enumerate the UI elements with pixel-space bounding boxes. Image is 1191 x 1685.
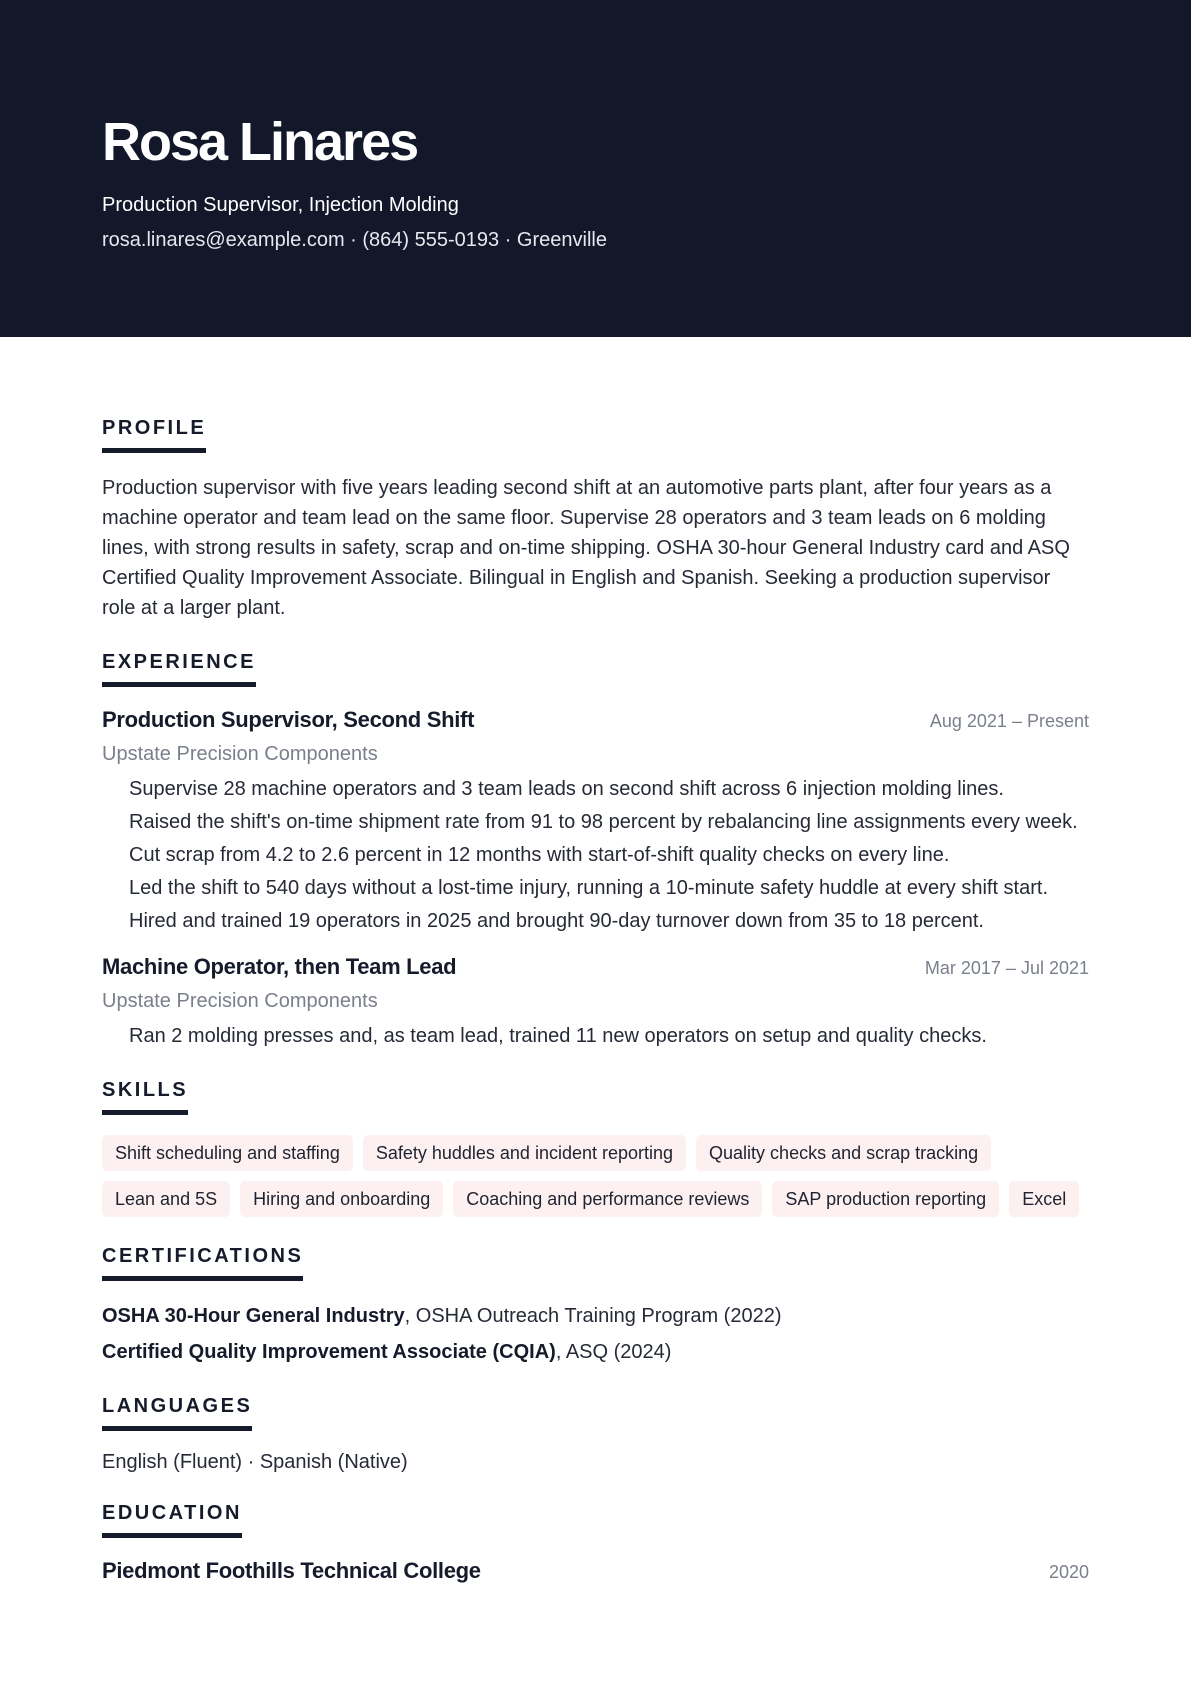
job-dates: Aug 2021 – Present [929, 711, 1089, 731]
job-bullet: Led the shift to 540 days without a lost-time injury, running a 10-minute safety huddle at every shift start. [129, 877, 1049, 899]
certification-item [102, 1301, 1089, 1331]
languages-heading: LANGUAGES [102, 1395, 252, 1431]
job-bullet: Raised the shift's on-time shipment rate from 91 to 98 percent by rebalancing line assignments every week. [129, 811, 1078, 833]
education-heading: EDUCATION [102, 1502, 242, 1538]
certifications-section [102, 1245, 1089, 1367]
experience-section [102, 651, 1089, 1051]
skill-chip: Coaching and performance reviews [453, 1181, 762, 1217]
graduation-year: 2020 [1048, 1562, 1089, 1582]
languages-section [102, 1395, 1089, 1474]
skill-chip: Shift scheduling and staffing [102, 1135, 353, 1171]
skill-chip: SAP production reporting [772, 1181, 999, 1217]
job-entry [102, 954, 1089, 1051]
skills-heading: SKILLS [102, 1079, 188, 1115]
job-bullets [102, 1021, 1089, 1051]
skills-section [102, 1079, 1089, 1217]
skill-chip: Safety huddles and incident reporting [363, 1135, 686, 1171]
job-title: Production Supervisor, Second Shift [102, 707, 475, 732]
skill-chips [102, 1135, 1089, 1217]
job-title: Machine Operator, then Team Lead [102, 954, 457, 979]
candidate-title: Production Supervisor, Injection Molding [102, 194, 459, 216]
job-bullet: Supervise 28 machine operators and 3 team leads on second shift across 6 injection molding lines. [129, 778, 1004, 800]
certification-item [102, 1337, 1089, 1367]
certification-name: OSHA 30-Hour General Industry [102, 1305, 405, 1327]
skill-chip: Hiring and onboarding [240, 1181, 443, 1217]
job-company: Upstate Precision Components [102, 990, 378, 1012]
profile-text: Production supervisor with five years leading second shift at an automotive parts plant, after four years as a machine operator and team lead on the same floor. Supervise 28 operators and 3 team leads on 6 molding lines, with strong results in safety, scrap and on-time shipping. OSHA 30-hour General Industry card and ASQ Certified Quality Improvement Associate. Bilingual in English and Spanish. Seeking a production supervisor role at a larger plant. [102, 477, 1070, 619]
job-bullet: Hired and trained 19 operators in 2025 and brought 90-day turnover down from 35 to 18 percent. [129, 910, 984, 932]
job-bullets [102, 774, 1089, 936]
candidate-name: Rosa Linares [102, 112, 418, 172]
job-company: Upstate Precision Components [102, 743, 378, 765]
experience-heading: EXPERIENCE [102, 651, 256, 687]
profile-section [102, 417, 1089, 623]
languages-text: English (Fluent) · Spanish (Native) [102, 1451, 408, 1473]
resume-body [0, 337, 1191, 1584]
job-bullet: Ran 2 molding presses and, as team lead, trained 11 new operators on setup and quality checks. [129, 1025, 987, 1047]
certification-detail: , OSHA Outreach Training Program (2022) [404, 1305, 782, 1327]
certification-name: Certified Quality Improvement Associate (CQIA) [102, 1341, 556, 1363]
certification-detail: , ASQ (2024) [555, 1341, 672, 1363]
job-dates: Mar 2017 – Jul 2021 [924, 958, 1089, 978]
job-bullet: Cut scrap from 4.2 to 2.6 percent in 12 months with start-of-shift quality checks on every line. [129, 844, 950, 866]
skill-chip: Quality checks and scrap tracking [696, 1135, 991, 1171]
school-name: Piedmont Foothills Technical College [102, 1558, 481, 1583]
education-section [102, 1502, 1089, 1584]
contact-line: rosa.linares@example.com · (864) 555-0193 · Greenville [102, 229, 607, 251]
certifications-heading: CERTIFICATIONS [102, 1245, 303, 1281]
skill-chip: Lean and 5S [102, 1181, 230, 1217]
profile-heading: PROFILE [102, 417, 206, 453]
resume-header [0, 0, 1191, 337]
skill-chip: Excel [1009, 1181, 1079, 1217]
job-entry [102, 707, 1089, 936]
